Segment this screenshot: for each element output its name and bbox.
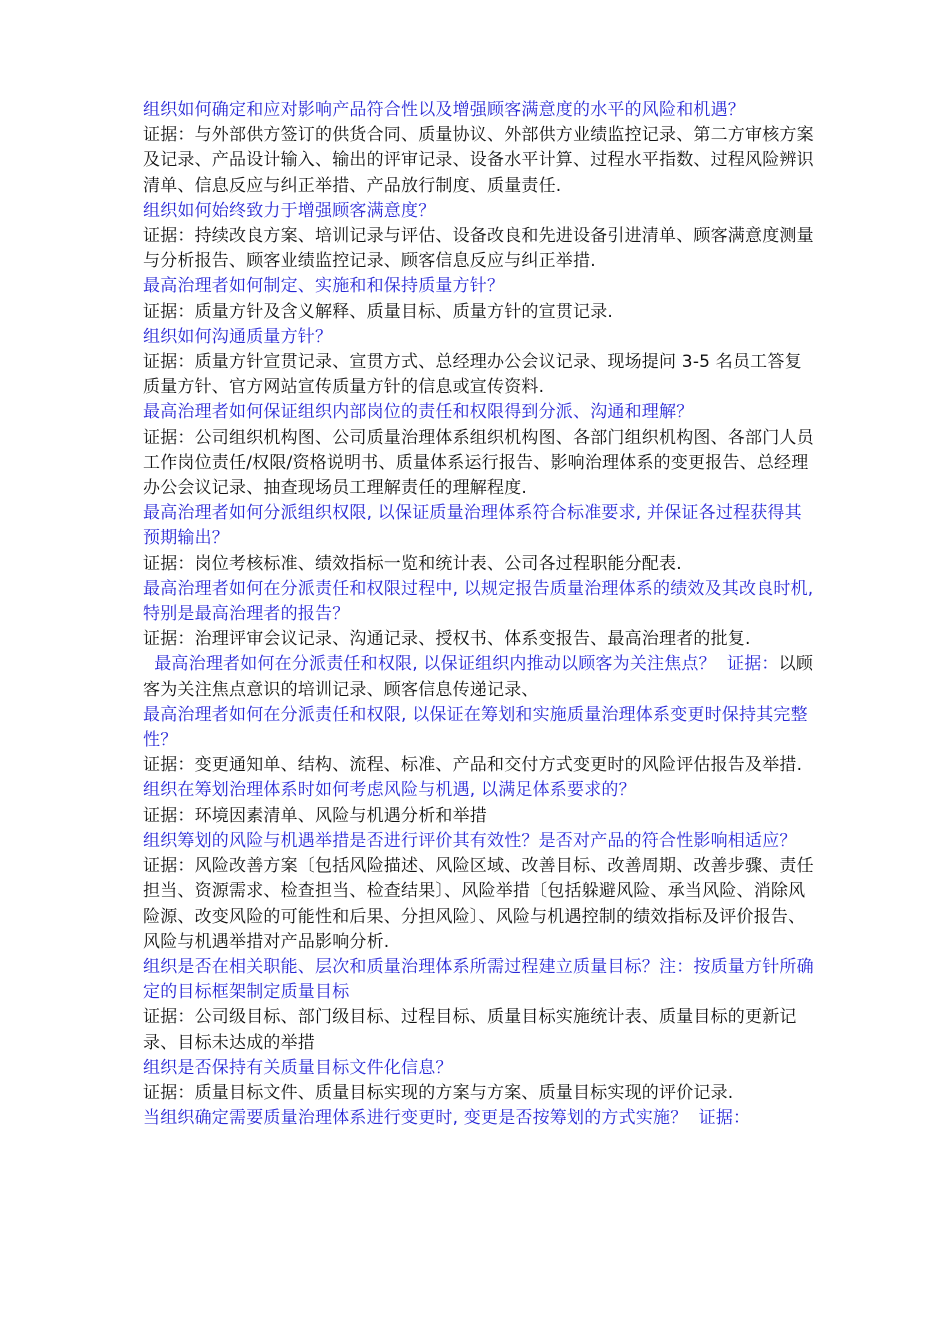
question-14: 当组织确定需要质量治理体系进行变更时, 变更是否按筹划的方式实施？ 证据： bbox=[143, 1108, 751, 1129]
question-2: 组织如何始终致力于增强顾客满意度？ bbox=[143, 200, 436, 221]
evidence-12: 证据：公司级目标、部门级目标、过程目标、质量目标实施统计表、质量目标的更新记录、目标未达成的举措 bbox=[143, 1007, 797, 1053]
question-1: 组织如何确定和应对影响产品符合性以及增强顾客满意度的水平的风险和机遇？ bbox=[143, 100, 745, 120]
evidence-10: 证据：环境因素清单、风险与机遇分析和举措 bbox=[143, 805, 487, 826]
question-9: 最高治理者如何在分派责任和权限, 以保证在筹划和实施质量治理体系变更时保持其完整性？ bbox=[143, 704, 808, 751]
evidence-13: 证据：质量目标文件、质量目标实现的方案与方案、质量目标实现的评价记录. bbox=[143, 1082, 734, 1103]
evidence-4: 证据：质量方针宣贯记录、宣贯方式、总经理办公会议记录、现场提问 3-5 名员工答复质量方针、官方网站宣传质量方针的信息或宣传资料. bbox=[143, 352, 802, 398]
evidence-11: 证据：风险改善方案〔包括风险描述、风险区域、改善目标、改善周期、改善步骤、责任担当、资源需求、检查担当、检查结果〕、风险举措〔包括躲避风险、承当风险、消除风险源、改变风险的可能性和后果、分担风险〕、风险与机遇控制的绩效指标及评价报告、风险与机遇举措对产品影响分析. bbox=[143, 856, 814, 952]
evidence-3: 证据：质量方针及含义解释、质量目标、质量方针的宣贯记录. bbox=[143, 301, 614, 322]
evidence-1: 证据：与外部供方签订的供货合同、质量协议、外部供方业绩监控记录、第二方审核方案及记录、产品设计输入、输出的评审记录、设备水平计算、过程水平指数、过程风险辨识清单、信息反应与纠正举措、产品放行制度、质量责任. bbox=[143, 125, 814, 196]
document-body bbox=[143, 98, 820, 1131]
evidence-5: 证据：公司组织机构图、公司质量治理体系组织机构图、各部门组织机构图、各部门人员工作岗位责任/权限/资格说明书、质量体系运行报告、影响治理体系的变更报告、总经理办公会议记录、抽查现场员工理解责任的理解程度. bbox=[143, 427, 814, 499]
question-12: 组织是否在相关职能、层次和质量治理体系所需过程建立质量目标？注：按质量方针所确定的目标框架制定质量目标 bbox=[143, 956, 814, 1003]
evidence-7: 证据：治理评审会议记录、沟通记录、授权书、体系变报告、最高治理者的批复. bbox=[143, 629, 751, 650]
question-7: 最高治理者如何在分派责任和权限过程中, 以规定报告质量治理体系的绩效及其改良时机, 特别是最高治理者的报告？ bbox=[143, 578, 820, 625]
evidence-8: 以顾客为关注焦点意识的培训记录、顾客信息传递记录、 bbox=[143, 654, 814, 700]
question-3: 最高治理者如何制定、实施和和保持质量方针？ bbox=[143, 276, 505, 297]
question-11: 组织筹划的风险与机遇举措是否进行评价其有效性？是否对产品的符合性影响相适应？ bbox=[143, 830, 797, 851]
question-10: 组织在筹划治理体系时如何考虑风险与机遇, 以满足体系要求的？ bbox=[143, 780, 636, 801]
question-8: 最高治理者如何在分派责任和权限, 以保证组织内推动以顾客为关注焦点？ 证据： bbox=[143, 654, 779, 675]
question-6: 最高治理者如何分派组织权限, 以保证质量治理体系符合标准要求, 并保证各过程获得其预期输出？ bbox=[143, 503, 802, 549]
question-evidence-8 bbox=[143, 652, 815, 702]
question-13: 组织是否保持有关质量目标文件化信息？ bbox=[143, 1057, 453, 1078]
question-4: 组织如何沟通质量方针？ bbox=[143, 326, 333, 347]
evidence-2: 证据：持续改良方案、培训记录与评估、设备改良和先进设备引进清单、顾客满意度测量与分析报告、顾客业绩监控记录、顾客信息反应与纠正举措. bbox=[143, 226, 814, 272]
evidence-6: 证据：岗位考核标准、绩效指标一览和统计表、公司各过程职能分配表. bbox=[143, 553, 682, 574]
evidence-9: 证据：变更通知单、结构、流程、标准、产品和交付方式变更时的风险评估报告及举措. bbox=[143, 755, 803, 776]
question-5: 最高治理者如何保证组织内部岗位的责任和权限得到分派、沟通和理解？ bbox=[143, 402, 694, 423]
